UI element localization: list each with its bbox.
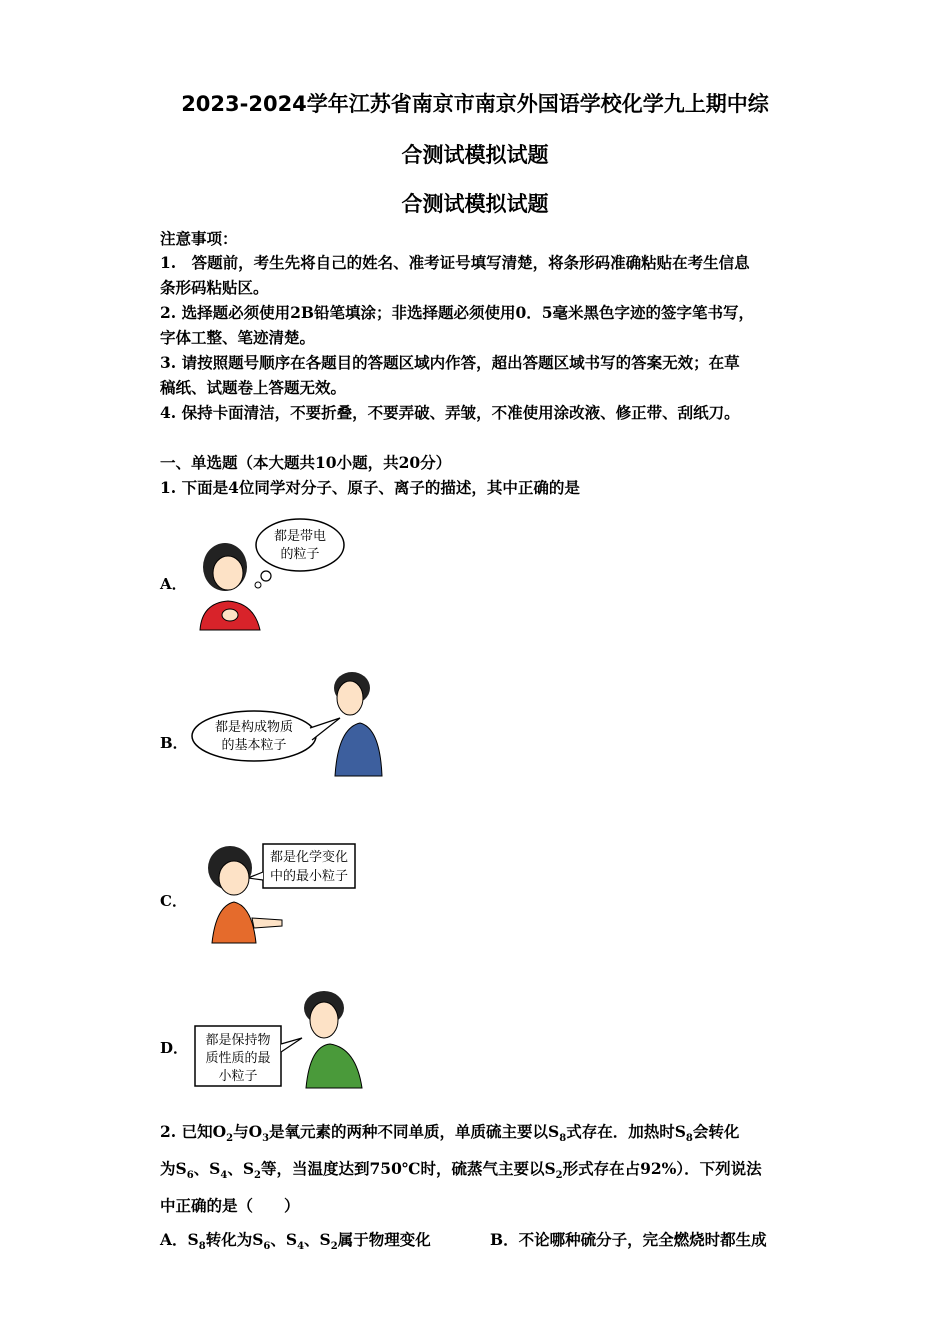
q1-option-a-label: A． — [160, 575, 187, 593]
notice-item3b: 稿纸、试题卷上答题无效。 — [160, 378, 347, 397]
q2-option-b: B．不论哪种硫分子，完全燃烧时都生成 — [490, 1230, 767, 1249]
notice-item1b: 条形码粘贴区。 — [160, 278, 269, 297]
q2-line1: 2. 已知$O_2$与$O_3$是氧元素的两种不同单质，单质硫主要以$S_8$式存在．加热时$S_8$会转化 — [160, 1122, 740, 1145]
notice-item2a: 2. 选择题必须使用2B铅笔填涂；非选择题必须使用0．5毫米黑色字迹的签字笔书写， — [160, 303, 755, 322]
notice-item1a: 1. 答题前，考生先将自己的姓名、准考证号填写清楚，将条形码准确粘贴在考生信息 — [160, 253, 750, 272]
q1-option-b-label: B． — [160, 734, 188, 752]
q1-stem: 1. 下面是4位同学对分子、原子、离子的描述，其中正确的是 — [160, 478, 580, 497]
bubble-text-line1: 都是带电 — [273, 529, 327, 544]
section-heading: 一、单选题（本大题共10小题，共20分） — [160, 453, 452, 472]
q2-line2: 为$S_6$、$S_4$、$S_2$等，当温度达到750℃时，硫蒸气主要以$S_2$形式存在占92%）．下列说法 — [160, 1159, 762, 1182]
q1-option-c-figure — [190, 838, 360, 946]
speech-bubble — [192, 711, 340, 761]
bubble-text-line1: 都是化学变化 — [269, 850, 349, 865]
q1-option-b-figure — [190, 668, 390, 778]
bubble-text-line2: 的基本粒子 — [221, 738, 287, 753]
bubble-text-line3: 小粒子 — [218, 1069, 258, 1084]
q1-option-d-label: D． — [160, 1039, 189, 1057]
doc-title-line2: 合测试模拟试题 — [401, 143, 549, 167]
student-figure — [334, 672, 382, 776]
q2-line3: 中正确的是（ ） — [160, 1196, 300, 1215]
doc-title-line3: 合测试模拟试题 — [401, 192, 549, 216]
bubble-text-line2: 中的最小粒子 — [269, 869, 349, 884]
student-figure — [304, 991, 362, 1088]
bubble-text-line2: 的粒子 — [280, 547, 320, 562]
q1-option-d-figure — [190, 988, 370, 1090]
notice-item2b: 字体工整、笔迹清楚。 — [160, 328, 316, 347]
student-figure — [200, 543, 260, 630]
bubble-text-line1: 都是保持物 — [205, 1033, 271, 1048]
notice-heading: 注意事项： — [160, 229, 238, 248]
bubble-text-line2: 质性质的最 — [205, 1051, 271, 1066]
q1-option-c-label: C． — [160, 892, 187, 910]
q1-option-a-figure — [190, 515, 355, 635]
bubble-text-line1: 都是构成物质 — [214, 720, 294, 735]
doc-title-line1: 2023-2024学年江苏省南京市南京外国语学校化学九上期中综 — [181, 92, 769, 116]
notice-item4: 4. 保持卡面清洁，不要折叠，不要弄破、弄皱，不准使用涂改液、修正带、刮纸刀。 — [160, 403, 740, 422]
notice-item3a: 3. 请按照题号顺序在各题目的答题区域内作答，超出答题区域书写的答案无效；在草 — [160, 353, 740, 372]
q2-option-a: A．$S_8$转化为$S_6$、$S_4$、$S_2$属于物理变化 — [160, 1230, 431, 1253]
